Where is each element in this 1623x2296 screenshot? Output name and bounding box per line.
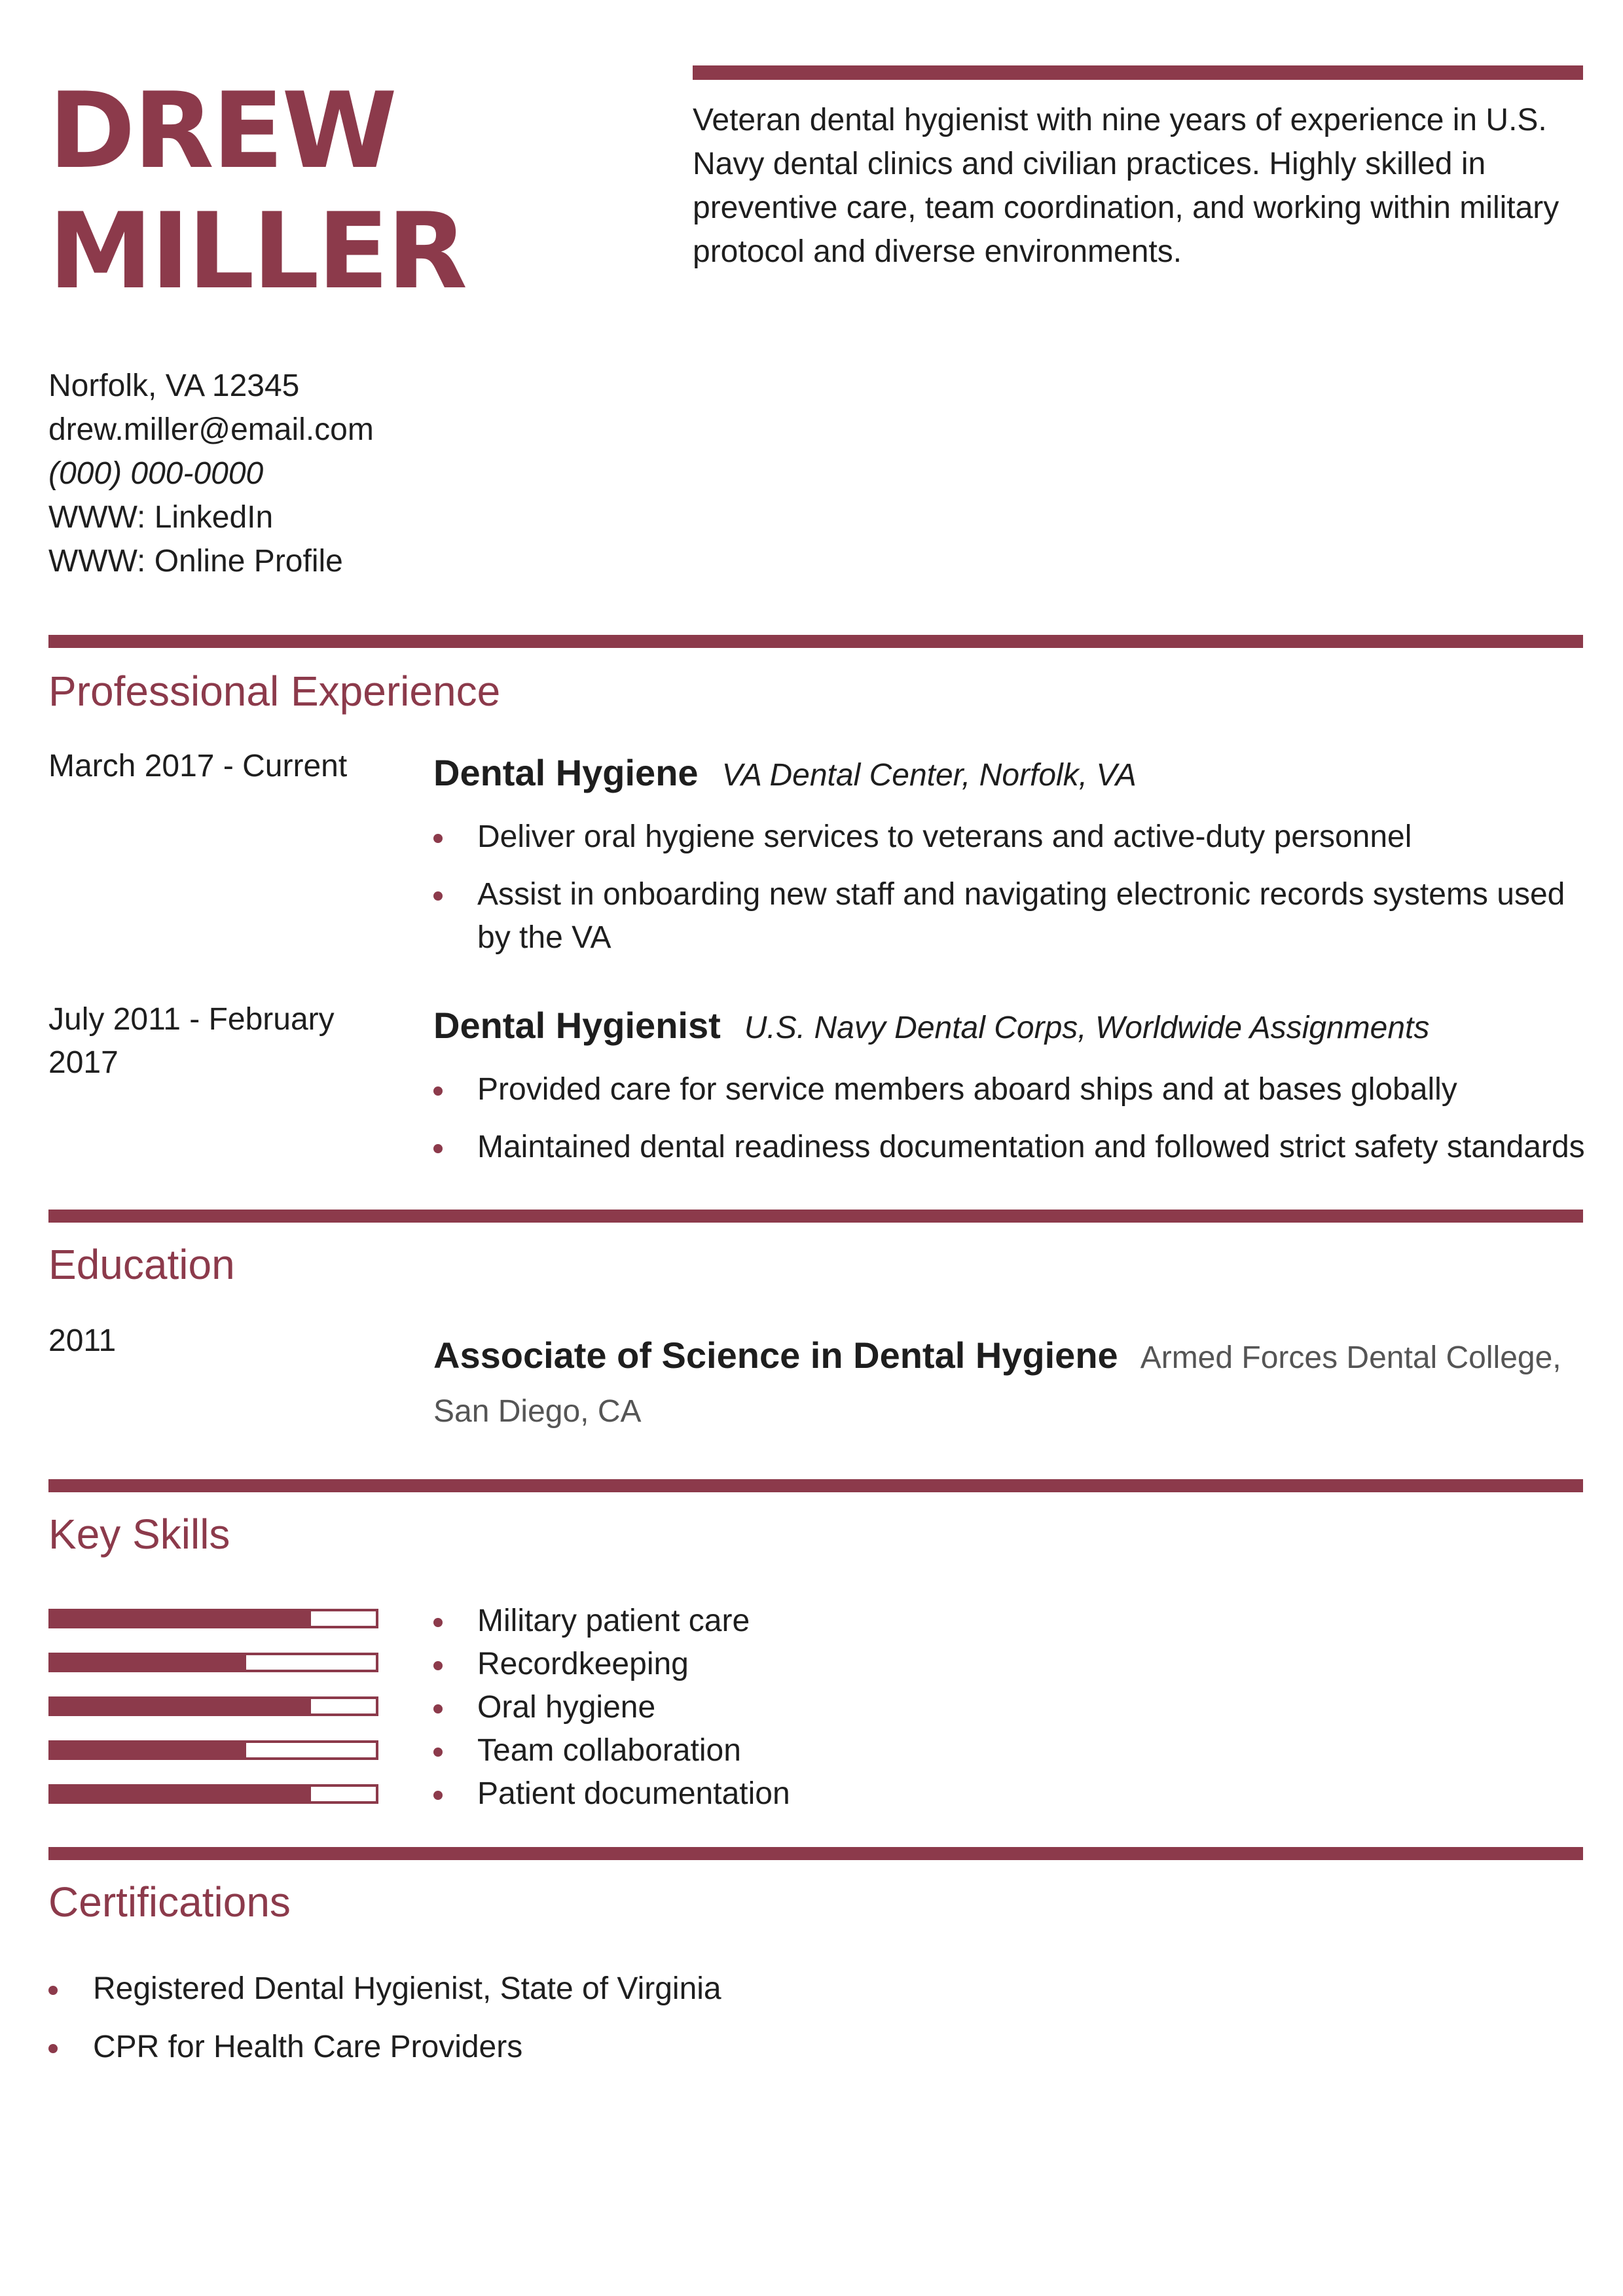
- skill-level-fill: [51, 1611, 311, 1626]
- certifications-divider: [48, 1847, 1583, 1860]
- job-2-organization: U.S. Navy Dental Corps, Worldwide Assignments: [744, 1011, 1430, 1045]
- skills-list: [433, 1600, 1219, 1816]
- degree-title: Associate of Science in Dental Hygiene: [433, 1335, 1118, 1376]
- job-1-duties: [433, 816, 1586, 974]
- last-name: MILLER: [48, 190, 466, 312]
- skill-item: Patient documentation: [433, 1772, 1219, 1816]
- contact-block: [48, 364, 572, 583]
- skill-item: Oral hygiene: [433, 1686, 1219, 1729]
- skill-level-bars: [48, 1609, 378, 1828]
- education-divider: [48, 1210, 1583, 1223]
- skill-item: Team collaboration: [433, 1729, 1219, 1772]
- skill-level-bar: [48, 1784, 378, 1804]
- certifications-list: [48, 1967, 1096, 2084]
- job-1-dates: March 2017 - Current: [48, 749, 348, 783]
- job-1-bullet: Assist in onboarding new staff and navigating electronic records systems used by the VA: [433, 873, 1586, 960]
- skills-heading: Key Skills: [48, 1511, 230, 1558]
- contact-profile-link[interactable]: WWW: Online Profile: [48, 544, 343, 579]
- job-1-organization: VA Dental Center, Norfolk, VA: [721, 758, 1137, 793]
- contact-email[interactable]: drew.miller@email.com: [48, 412, 374, 447]
- experience-divider: [48, 635, 1583, 648]
- contact-linkedin-link[interactable]: WWW: LinkedIn: [48, 500, 274, 535]
- skill-item: Military patient care: [433, 1600, 1219, 1643]
- education-heading: Education: [48, 1241, 235, 1288]
- job-2-header: [433, 1004, 1586, 1047]
- education-entry: [433, 1329, 1586, 1439]
- skill-level-fill: [51, 1743, 246, 1757]
- education-year: 2011: [48, 1323, 117, 1358]
- contact-address: Norfolk, VA 12345: [48, 368, 300, 403]
- job-2-bullet: Maintained dental readiness documentation and followed strict safety standards: [433, 1126, 1586, 1169]
- school-name: Armed Forces Dental College, San Diego, CA: [433, 1340, 1561, 1429]
- skill-level-fill: [51, 1787, 311, 1801]
- certification-item: Registered Dental Hygienist, State of Virginia: [48, 1967, 1096, 2011]
- summary-divider: [693, 65, 1583, 80]
- skill-item: Recordkeeping: [433, 1643, 1219, 1686]
- skill-level-bar: [48, 1740, 378, 1760]
- job-1-title: Dental Hygiene: [433, 752, 699, 793]
- candidate-name: [48, 71, 465, 312]
- professional-summary: Veteran dental hygienist with nine years of experience in U.S. Navy dental clinics and civilian practices. Highly skilled in preventive care, team coordination, and working within military protocol and diverse environments.: [693, 103, 1559, 269]
- job-2-bullet: Provided care for service members aboard ships and at bases globally: [433, 1068, 1586, 1111]
- job-2-dates: July 2011 - February 2017: [48, 1002, 335, 1080]
- job-1-bullet: Deliver oral hygiene services to veterans and active-duty personnel: [433, 816, 1586, 859]
- skill-level-fill: [51, 1655, 246, 1670]
- first-name: DREW: [48, 69, 395, 192]
- skill-level-bar: [48, 1653, 378, 1672]
- job-1-header: [433, 751, 1586, 794]
- certification-item: CPR for Health Care Providers: [48, 2026, 1096, 2069]
- skill-level-fill: [51, 1699, 311, 1713]
- skill-level-bar: [48, 1696, 378, 1716]
- certifications-heading: Certifications: [48, 1878, 291, 1926]
- job-2-title: Dental Hygienist: [433, 1005, 721, 1046]
- experience-heading: Professional Experience: [48, 668, 501, 715]
- skills-divider: [48, 1479, 1583, 1492]
- skill-level-bar: [48, 1609, 378, 1628]
- contact-phone: (000) 000-0000: [48, 456, 264, 491]
- job-2-duties: [433, 1068, 1586, 1183]
